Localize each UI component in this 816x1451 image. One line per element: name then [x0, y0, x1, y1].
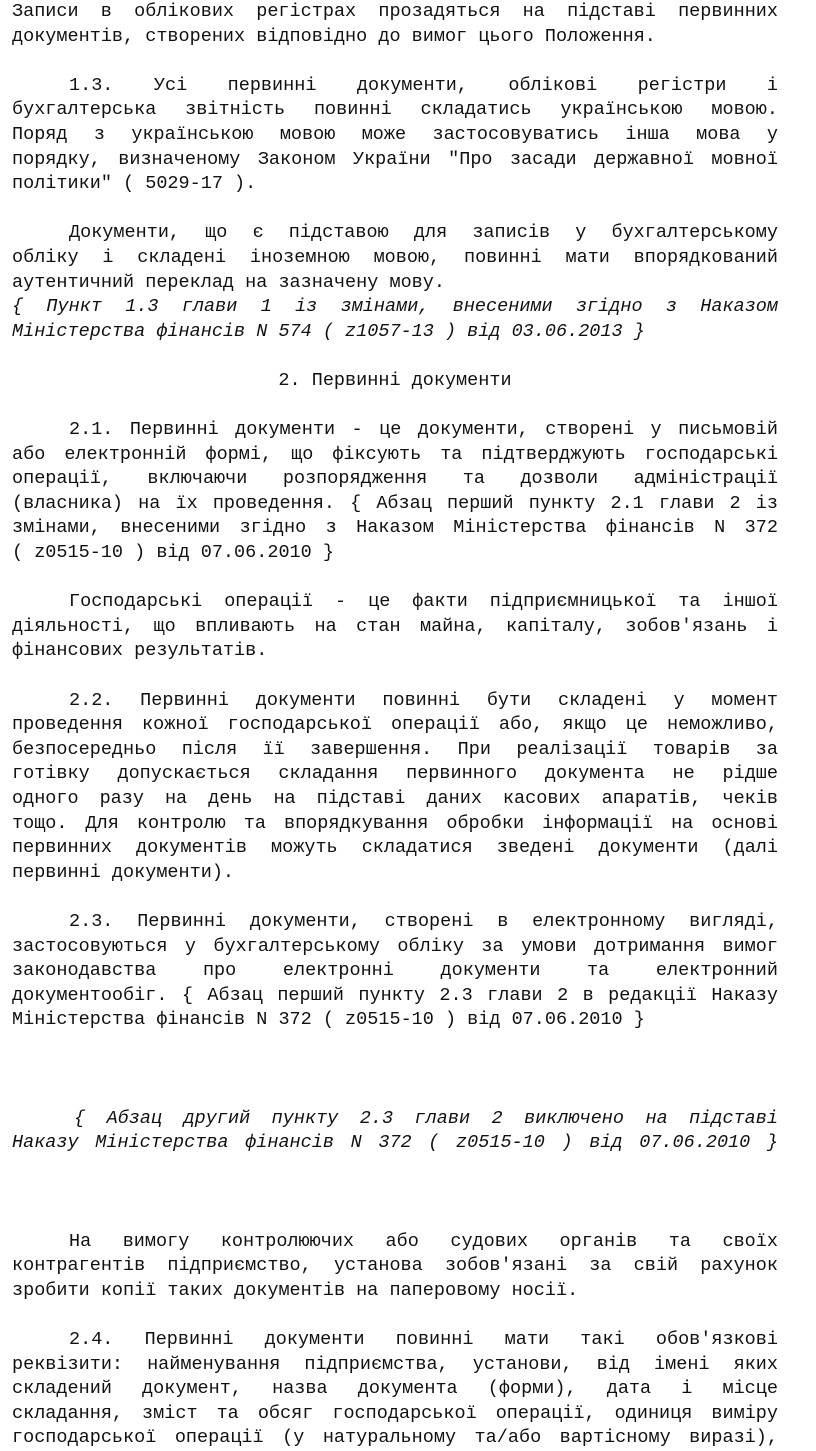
- text-line: 1.3. Усі первинні документи, облікові регістри і: [69, 74, 778, 96]
- text-line: реквізити: найменування підприємства, установи, від імені яких: [12, 1353, 778, 1375]
- paragraph-2-1-operations: [12, 590, 778, 664]
- paragraph-2-1: [12, 418, 778, 566]
- text-line: господарської операції (у натуральному та/або вартісному виразі),: [12, 1427, 778, 1449]
- text-line: 2.2. Первинні документи повинні бути складені у момент: [69, 689, 778, 711]
- paragraph-2-3: [12, 910, 778, 1033]
- text-line: змінами, внесеними згідно з Наказом Міністерства фінансів N 372: [12, 517, 778, 539]
- text-line: Міністерства фінансів N 372 ( z0515-10 ) від 07.06.2010 }: [12, 1009, 645, 1031]
- text-line: застосовуються у бухгалтерському обліку за умови дотримання вимог: [12, 935, 778, 957]
- text-line: первинні документи).: [12, 861, 235, 883]
- text-line: складання, зміст та обсяг господарської операції, одиниця виміру: [12, 1402, 778, 1424]
- text-line: законодавства про електронні документи та електронний: [12, 960, 778, 982]
- text-line: політики" ( 5029-17 ).: [12, 173, 257, 195]
- text-line: фінансових результатів.: [12, 640, 268, 662]
- text-line: або електронній формі, що фіксують та підтверджують господарські: [12, 443, 778, 465]
- paragraph-2-4: [12, 1328, 778, 1451]
- text-line: Господарські операції - це факти підприємницької та іншої: [69, 591, 778, 613]
- document-body: [12, 0, 778, 1451]
- paragraph-1-3: [12, 74, 778, 197]
- text-line: ( z0515-10 ) від 07.06.2010 }: [12, 542, 334, 564]
- text-line: 2.1. Первинні документи - це документи, створені у письмовій: [69, 419, 778, 441]
- paragraph-intro: [12, 0, 778, 49]
- text-line: Поряд з українською мовою може застосовуватись інша мова у: [12, 123, 778, 145]
- text-line: бухгалтерська звітність повинні складатись українською мовою.: [12, 99, 778, 121]
- text-line: Записи в облікових регістрах прозадяться на підставі первинних: [12, 1, 778, 22]
- section-heading: 2. Первинні документи: [278, 369, 512, 391]
- paragraph-2-2: [12, 689, 778, 886]
- text-line: діяльності, що впливають на стан майна, капіталу, зобов'язань і: [12, 615, 778, 637]
- text-line: одного разу на день на підставі даних касових апаратів, чеків: [12, 788, 778, 809]
- text-line: проведення кожної господарської операції або, якщо це неможливо,: [12, 714, 778, 736]
- text-line: Документи, що є підставою для записів у бухгалтерському: [69, 222, 778, 244]
- text-line: документообіг. { Абзац перший пункту 2.3 глави 2 в редакції Наказу: [12, 984, 778, 1006]
- text-line: { Абзац другий пункту 2.3 глави 2 виключено на підставі: [74, 1107, 778, 1129]
- text-line: зробити копії таких документів на паперовому носії.: [12, 1279, 579, 1301]
- text-line: 2.3. Первинні документи, створені в електронному вигляді,: [69, 910, 778, 932]
- text-line: На вимогу контролюючих або судових органів та своїх: [69, 1230, 778, 1252]
- amendment-note-2-3: [12, 1107, 778, 1156]
- text-line: документів, створених відповідно до вимог цього Положення.: [12, 25, 656, 47]
- text-line: аутентичний переклад на зазначену мову.: [12, 271, 445, 293]
- text-line: первинних документів можуть складатися зведені документи (далі: [12, 837, 778, 859]
- text-line: Міністерства фінансів N 574 ( z1057-13 ) від 03.06.2013 }: [12, 320, 645, 342]
- text-line: тощо. Для контролю та впорядкування обробки інформації на основі: [12, 812, 778, 834]
- text-line: (власника) на їх проведення. { Абзац перший пункту 2.1 глави 2 із: [12, 492, 778, 514]
- text-line: складений документ, назва документа (форми), дата і місце: [12, 1378, 778, 1400]
- text-line: порядку, визначеному Законом України "Про засади державної мовної: [12, 148, 778, 170]
- text-line: { Пункт 1.3 глави 1 із змінами, внесеними згідно з Наказом: [12, 296, 778, 318]
- text-line: 2.4. Первинні документи повинні мати такі обов'язкові: [69, 1329, 778, 1351]
- text-line: операції, включаючи розпорядження та дозволи адміністрації: [12, 468, 778, 490]
- text-line: готівку допускається складання первинного документа не рідше: [12, 763, 778, 785]
- amendment-note-1-3: [12, 295, 778, 344]
- text-line: безпосередньо після її завершення. При реалізації товарів за: [12, 738, 778, 760]
- text-line: контрагентів підприємство, установа зобов'язані за свій рахунок: [12, 1255, 778, 1277]
- paragraph-1-3-translation: [12, 221, 778, 295]
- text-line: Наказу Міністерства фінансів N 372 ( z0515-10 ) від 07.06.2010 }: [12, 1132, 778, 1154]
- paragraph-2-3-copies: [12, 1230, 778, 1304]
- text-line: обліку і складені іноземною мовою, повинні мати впорядкований: [12, 246, 778, 268]
